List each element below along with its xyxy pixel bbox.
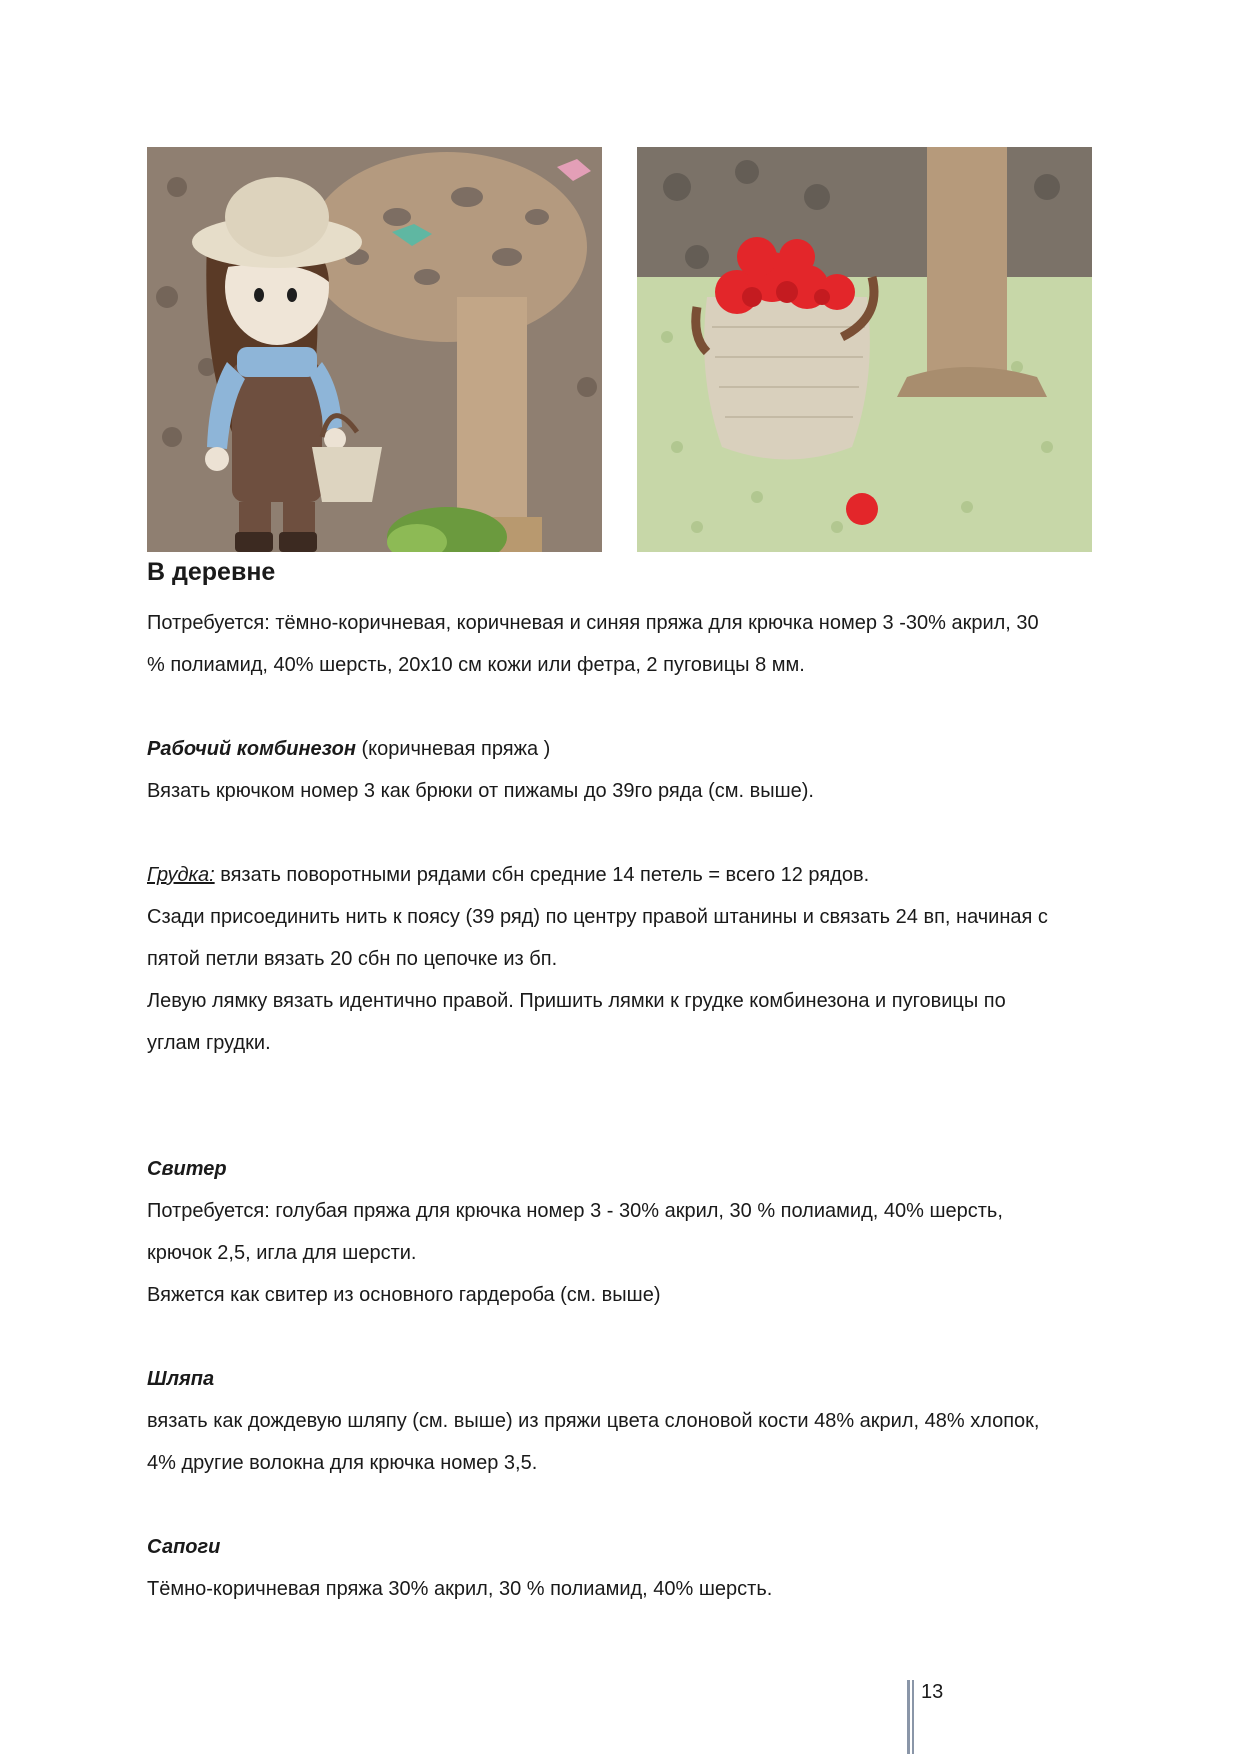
bib-label: Грудка:: [147, 864, 215, 886]
hat-line-2: 4% другие волокна для крючка номер 3,5.: [147, 1452, 538, 1474]
boots-line-1: Тёмно-коричневая пряжа 30% акрил, 30 % полиамид, 40% шерсть.: [147, 1578, 773, 1600]
boots-title: Сапоги: [147, 1536, 221, 1558]
intro-line-2: % полиамид, 40% шерсть, 20х10 см кожи или фетра, 2 пуговицы 8 мм.: [147, 654, 805, 676]
overalls-title-note: (коричневая пряжа ): [355, 738, 551, 760]
sweater-line-3: Вяжется как свитер из основного гардероба (см. выше): [147, 1284, 661, 1306]
bib-text: вязать поворотными рядами сбн средние 14 петель = всего 12 рядов.: [214, 864, 870, 886]
overalls-title-line: [147, 728, 1107, 770]
overalls-line-5: Левую лямку вязать идентично правой. Пришить лямки к грудке комбинезона и пуговицы по: [147, 990, 1006, 1012]
sweater-line-1: Потребуется: голубая пряжа для крючка номер 3 - 30% акрил, 30 % полиамид, 40% шерсть,: [147, 1200, 1003, 1222]
doll-photo: [147, 147, 602, 552]
bib-line: [147, 854, 1107, 896]
overalls-title: Рабочий комбинезон: [147, 738, 356, 760]
page-number-rule: [907, 1680, 910, 1754]
overalls-line-4: пятой петли вязать 20 сбн по цепочке из бп.: [147, 948, 558, 970]
overalls-line-3: Сзади присоединить нить к поясу (39 ряд) по центру правой штанины и связать 24 вп, начиная с: [147, 906, 1048, 928]
hat-title: Шляпа: [147, 1368, 215, 1390]
intro-line-1: Потребуется: тёмно-коричневая, коричневая и синяя пряжа для крючка номер 3 -30% акрил, 30: [147, 612, 1039, 634]
hat-line-1: вязать как дождевую шляпу (см. выше) из пряжи цвета слоновой кости 48% акрил, 48% хлопок,: [147, 1410, 1040, 1432]
overalls-line-1: Вязать крючком номер 3 как брюки от пижамы до 39го ряда (см. выше).: [147, 780, 814, 802]
page-number-rule-inner: [912, 1680, 914, 1754]
sweater-line-2: крючок 2,5, игла для шерсти.: [147, 1242, 417, 1264]
sweater-title: Свитер: [147, 1158, 227, 1180]
page-number: 13: [921, 1681, 944, 1703]
basket-photo: [637, 147, 1092, 552]
section-heading: В деревне: [147, 558, 276, 586]
overalls-line-6: углам грудки.: [147, 1032, 271, 1054]
